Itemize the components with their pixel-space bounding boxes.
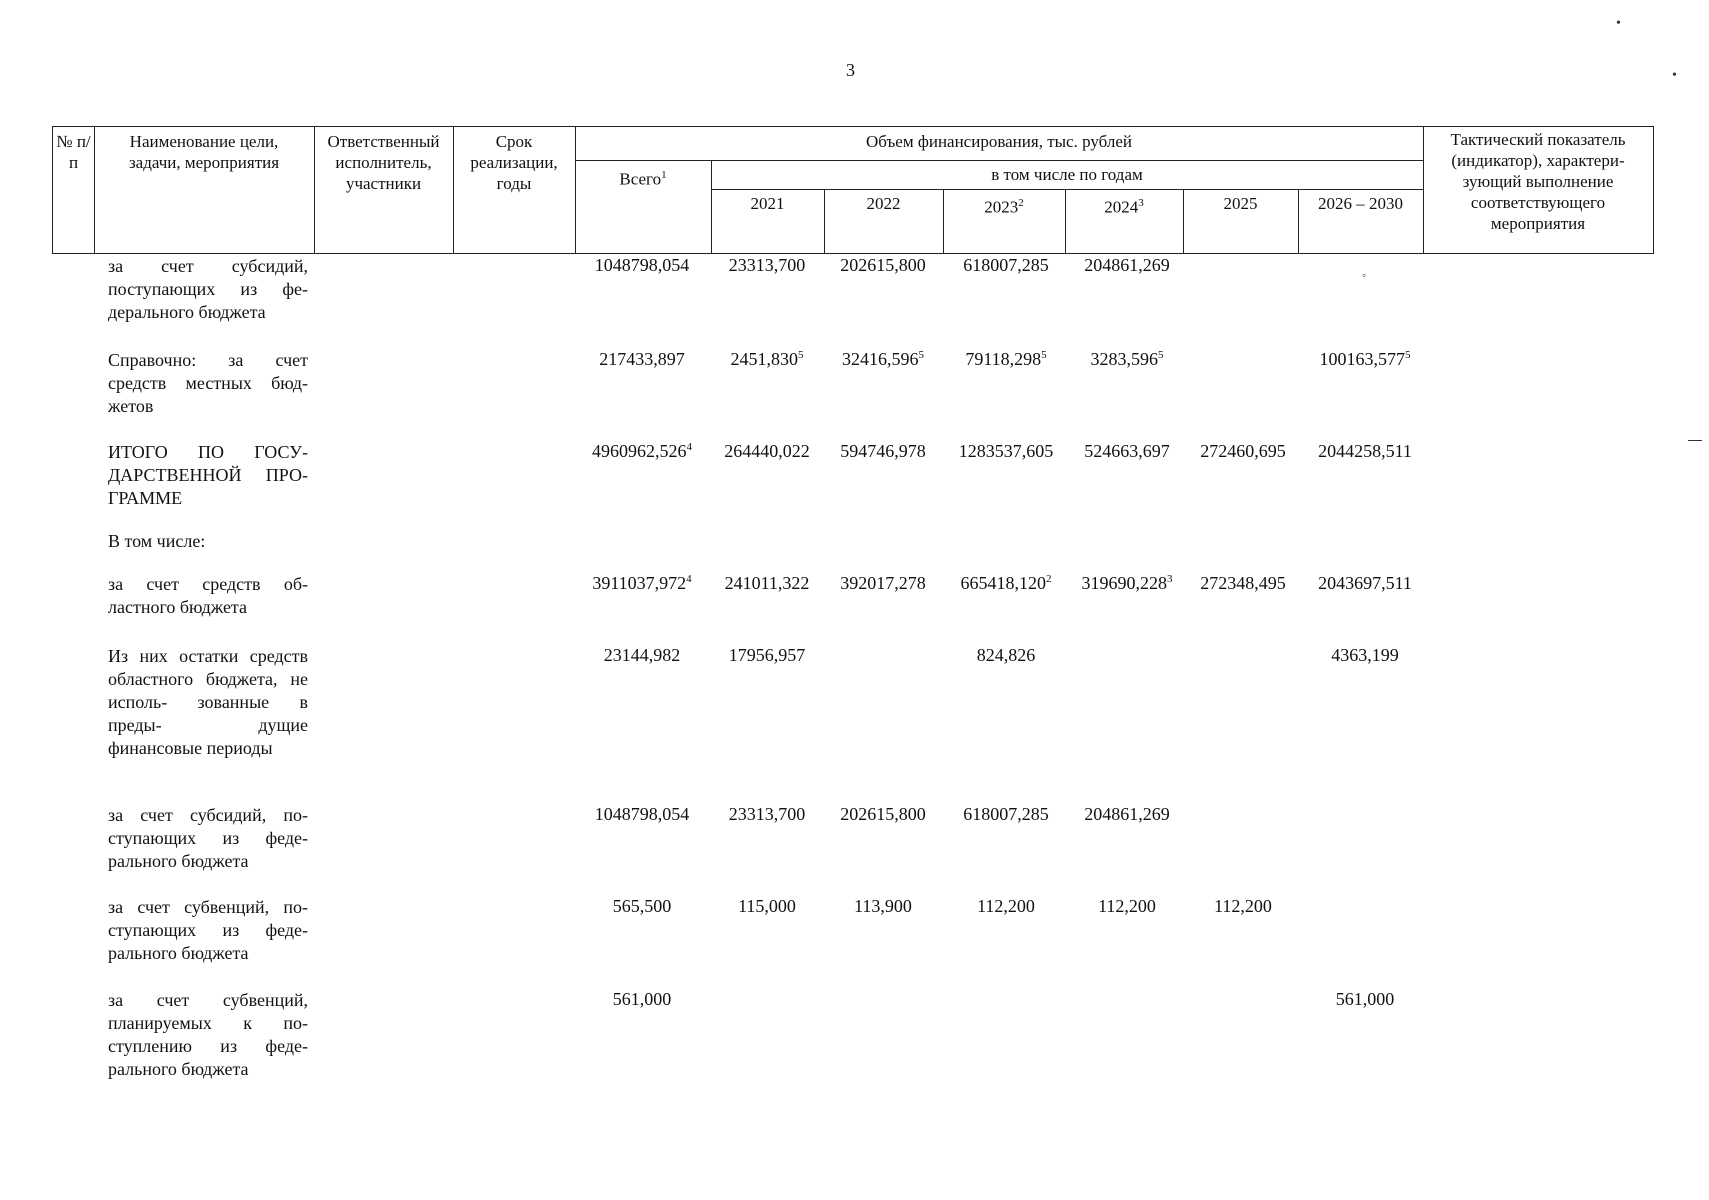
header-responsible: Ответственный исполнитель, участники [327,132,440,193]
row-value: 202615,800 [840,255,926,275]
page-number: 3 [846,60,855,80]
row-value: 392017,278 [840,573,926,593]
row-value: 113,900 [854,896,912,916]
row-value: 23313,700 [728,255,806,275]
row-value: 2043697,511 [1318,573,1412,593]
header-year-2024: 2024$^3$ [1104,197,1144,217]
header-number: № п/п [56,132,91,172]
row-value: 112,200 [1098,896,1156,916]
header-indicator: Тактический показатель (индикатор), характери- зующий выполнение соответствующего мероприятия [1450,130,1626,233]
row-value: 4960962,526$^4$ [592,441,692,461]
row-value: 23144,982 [603,645,681,665]
row-label: за счет средств об- ластного бюджета [108,574,308,617]
row-value: 665418,120$^2$ [960,573,1052,593]
row-value: 32416,596$^5$ [842,349,924,369]
row-label: В том числе: [108,531,206,551]
scan-speck: • [1672,68,1677,83]
row-value: 3283,596$^5$ [1090,349,1164,369]
scan-speck: ◦ [1362,268,1367,282]
row-value: 17956,957 [728,645,806,665]
row-label: Справочно: за счет средств местных бюд- жетов [108,350,308,416]
row-value: 217433,897 [599,349,685,369]
row-value: 561,000 [612,989,672,1009]
row-value: 264440,022 [724,441,810,461]
row-value: 272460,695 [1200,441,1286,461]
row-value: 2044258,511 [1318,441,1412,461]
row-value: 824,826 [976,645,1036,665]
header-year-2026-2030: 2026 – 2030 [1318,194,1403,213]
header-year-2025: 2025 [1223,194,1258,213]
row-value: 524663,697 [1084,441,1170,461]
header-term: Срок реализации, годы [470,132,558,193]
row-value: 3911037,972$^4$ [592,573,692,593]
row-value: 565,500 [612,896,672,916]
row-value: 1048798,054 [594,804,690,824]
row-value: 204861,269 [1084,804,1170,824]
header-year-2022: 2022 [866,194,901,213]
row-label: за счет субсидий, поступающих из фе- дерального бюджета [108,256,308,322]
scan-speck: • [1616,16,1621,31]
header-total: Всего$^1$ [619,169,667,189]
row-value: 561,000 [1335,989,1395,1009]
header-year-2021: 2021 [750,194,785,213]
table-header [52,126,1654,254]
row-value: 204861,269 [1084,255,1170,275]
header-years-group: в том числе по годам [991,165,1143,184]
row-label: за счет субсидий, по- ступающих из феде- рального бюджета [108,805,308,871]
row-value: 1048798,054 [594,255,690,275]
header-volume: Объем финансирования, тыс. рублей [865,132,1132,151]
row-value: 79118,298$^5$ [965,349,1047,369]
row-value: 23313,700 [728,804,806,824]
row-value: 100163,577$^5$ [1319,349,1411,369]
row-value: 115,000 [738,896,796,916]
row-value: 4363,199 [1331,645,1399,665]
row-label: за счет субвенций, планируемых к по- ступлению из феде- рального бюджета [108,990,308,1079]
row-value: 618007,285 [963,255,1049,275]
row-value: 2451,830$^5$ [730,349,804,369]
row-label: за счет субвенций, по- ступающих из феде- рального бюджета [108,897,308,963]
row-label: ИТОГО ПО ГОСУ- ДАРСТВЕННОЙ ПРО- ГРАММЕ [108,442,308,508]
header-name: Наименование цели, задачи, мероприятия [128,132,280,172]
row-value: 112,200 [1214,896,1272,916]
row-value: 594746,978 [840,441,926,461]
row-value: 618007,285 [963,804,1049,824]
row-value: 241011,322 [724,573,810,593]
row-value: 112,200 [977,896,1035,916]
header-year-2023: 2023$^2$ [984,197,1024,217]
row-value: 319690,228$^3$ [1081,573,1173,593]
row-label: Из них остатки средств областного бюджета, не исполь- зованные в преды- дущие финансовые периоды [108,646,308,758]
scan-dash [1688,440,1702,441]
row-value: 272348,495 [1200,573,1286,593]
row-value: 1283537,605 [958,441,1054,461]
row-value: 202615,800 [840,804,926,824]
